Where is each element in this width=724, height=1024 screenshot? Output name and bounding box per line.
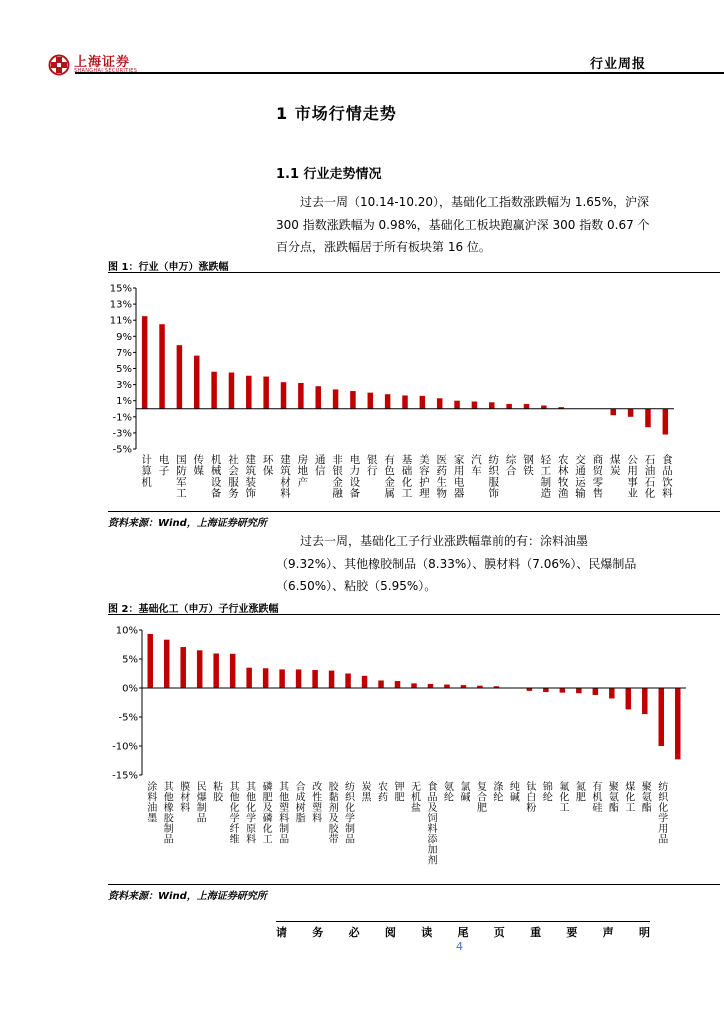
notice-char: 尾 bbox=[457, 926, 469, 939]
chart1-bar bbox=[663, 409, 669, 435]
chart2-bar bbox=[312, 670, 318, 688]
chart1-category-label: 环保 bbox=[262, 454, 274, 478]
chart2-category-label: 氯碱 bbox=[460, 782, 471, 804]
chart2-bar bbox=[362, 676, 368, 688]
chart1-bar bbox=[211, 372, 217, 409]
footer-divider bbox=[276, 921, 650, 922]
section-title: 1 市场行情走势 bbox=[276, 104, 397, 123]
chart1-bar bbox=[315, 386, 321, 409]
chart2-bar bbox=[147, 634, 153, 688]
chart1-bar bbox=[229, 373, 235, 409]
chart2-category-label: 纯碱 bbox=[509, 782, 520, 804]
chart1-category-label: 基础化工 bbox=[401, 454, 413, 500]
notice-char: 必 bbox=[348, 926, 360, 939]
chart2-bar bbox=[675, 688, 681, 759]
chart1-category-label: 交通运输 bbox=[575, 454, 586, 500]
chart1-category-label: 计算机 bbox=[141, 454, 152, 489]
chart2-bar bbox=[246, 668, 252, 688]
figure2-top-rule bbox=[108, 614, 720, 615]
chart1-category-label: 社会服务 bbox=[228, 454, 239, 500]
chart1-category-label: 汽车 bbox=[471, 454, 482, 478]
chart1-category-label: 房地产 bbox=[297, 454, 309, 489]
chart2-category-label: 涤纶 bbox=[493, 782, 504, 804]
notice-char: 页 bbox=[493, 926, 505, 939]
chart2-category-label: 其他塑料制品 bbox=[279, 782, 290, 846]
notice-char: 要 bbox=[566, 926, 578, 939]
chart1-bar bbox=[263, 377, 269, 409]
chart1-y-tick-label: 9% bbox=[116, 331, 132, 343]
chart1-category-label: 纺织服饰 bbox=[488, 454, 500, 500]
chart1-bar bbox=[402, 395, 408, 408]
chart1-bar bbox=[298, 383, 304, 409]
chart1-bar bbox=[350, 391, 356, 409]
chart1-y-tick-label: 5% bbox=[116, 364, 132, 375]
chart1-category-label: 轻工制造 bbox=[540, 454, 552, 500]
chart2-category-label: 纺织化学制品 bbox=[345, 782, 356, 846]
chart1-bar bbox=[246, 376, 252, 409]
chart1-y-tick-label: -3% bbox=[112, 428, 132, 440]
chart2-bar bbox=[444, 685, 450, 688]
chart1-y-tick-label: -1% bbox=[112, 412, 132, 424]
chart1-category-label: 建筑装饰 bbox=[245, 454, 257, 500]
chart1-bar bbox=[628, 409, 634, 417]
chart2-bar bbox=[560, 688, 566, 693]
chart1-category-label: 石油石化 bbox=[644, 454, 656, 500]
chart1-bar bbox=[454, 401, 460, 409]
chart1-bar bbox=[281, 382, 287, 409]
logo-cn-text: 上海证券 bbox=[74, 55, 131, 70]
chart2-category-label: 涂料油墨 bbox=[147, 782, 158, 825]
report-type: 行业周报 bbox=[589, 57, 646, 72]
chart2-y-tick-label: 5% bbox=[122, 654, 138, 666]
header-divider bbox=[75, 72, 724, 74]
chart2-category-label: 氮肥 bbox=[575, 782, 586, 804]
chart1-bar bbox=[506, 404, 512, 409]
chart2-category-label: 无机盐 bbox=[411, 782, 421, 814]
notice-char: 请 bbox=[276, 926, 287, 939]
chart2-bar bbox=[411, 683, 417, 688]
chart2-bar bbox=[659, 688, 665, 746]
chart1-category-label: 钢铁 bbox=[523, 454, 534, 478]
chart2-bar bbox=[609, 688, 615, 698]
chart1-bar bbox=[368, 393, 374, 409]
chart2-y-tick-label: 0% bbox=[122, 683, 138, 695]
chart1-category-label: 家用电器 bbox=[453, 454, 465, 500]
chart1-category-label: 有色金属 bbox=[384, 454, 395, 500]
chart2-bar bbox=[164, 640, 170, 688]
chart1-bar bbox=[489, 402, 495, 408]
chart2-category-label: 聚氨酯 bbox=[608, 782, 619, 814]
important-notice bbox=[276, 924, 650, 940]
chart1-y-tick-label: -5% bbox=[112, 444, 132, 456]
chart2-category-label: 炭黑 bbox=[361, 782, 372, 804]
chart2-category-label: 有机硅 bbox=[592, 782, 603, 814]
notice-char: 重 bbox=[530, 926, 542, 939]
chart1-bar bbox=[142, 316, 148, 409]
chart2-bar bbox=[593, 688, 599, 695]
chart1-category-label: 农林牧渔 bbox=[557, 454, 569, 500]
chart1-category-label: 传媒 bbox=[193, 454, 204, 478]
logo-en-text: SHANGHAI SECURITIES bbox=[74, 68, 138, 74]
chart2-bar bbox=[279, 669, 285, 688]
figure1-bottom-rule bbox=[108, 511, 720, 512]
chart1-y-tick-label: 7% bbox=[116, 347, 132, 359]
chart2-y-tick-label: -15% bbox=[112, 770, 138, 782]
chart2-category-label: 磷肥及磷化工 bbox=[262, 782, 273, 846]
figure2-caption: 图 2：基础化工（申万）子行业涨跌幅 bbox=[108, 604, 279, 615]
notice-char: 明 bbox=[638, 926, 650, 939]
chart2-y-tick-label: -5% bbox=[118, 712, 138, 724]
chart2-bar bbox=[576, 688, 582, 693]
chart2-bar bbox=[230, 654, 236, 688]
chart2-bar bbox=[428, 684, 434, 688]
chart2-bar bbox=[626, 688, 632, 709]
notice-char: 读 bbox=[421, 926, 433, 939]
chart2-category-label: 其他橡胶制品 bbox=[163, 782, 174, 846]
chart2-y-tick-label: 10% bbox=[115, 625, 138, 637]
chart2-category-label: 氨纶 bbox=[443, 782, 454, 804]
industry-returns-chart bbox=[108, 276, 720, 510]
chart2-category-label: 聚氨酯 bbox=[641, 782, 652, 814]
figure2-bottom-rule bbox=[108, 884, 720, 885]
chart2-bar bbox=[180, 647, 186, 688]
chart1-bar bbox=[159, 324, 165, 409]
chart1-y-tick-label: 11% bbox=[109, 315, 132, 327]
chart1-bar bbox=[645, 409, 651, 428]
figure1-top-rule bbox=[108, 272, 720, 273]
chart1-category-label: 电力设备 bbox=[349, 454, 361, 500]
chart2-category-label: 其他化学原料 bbox=[246, 782, 257, 846]
figure2-source: 资料来源：Wind，上海证券研究所 bbox=[108, 891, 267, 902]
chart1-category-label: 综合 bbox=[505, 454, 517, 478]
chart2-category-label: 农药 bbox=[378, 782, 389, 804]
chart2-bar bbox=[197, 650, 203, 688]
chart2-category-label: 其他化学纤维 bbox=[229, 782, 240, 846]
notice-char: 阅 bbox=[384, 926, 396, 939]
paragraph-subindustry-summary-text: 过去一周，基础化工子行业涨跌幅靠前的有：涂料油墨（9.32%）、其他橡胶制品（8.33%）、膜材料（7.06%）、民爆制品（6.50%）、粘胶（5.95%）。 bbox=[276, 534, 637, 593]
chart1-category-label: 公用事业 bbox=[627, 454, 638, 500]
chart1-bar bbox=[437, 398, 443, 408]
chart2-category-label: 食品及饲料添加剂 bbox=[427, 782, 438, 867]
figure1-source: 资料来源：Wind，上海证券研究所 bbox=[108, 518, 267, 529]
chart1-y-tick-label: 15% bbox=[109, 283, 132, 295]
chart2-category-label: 复合肥 bbox=[476, 782, 487, 814]
chart1-category-label: 医药生物 bbox=[436, 454, 447, 500]
notice-char: 务 bbox=[312, 926, 324, 939]
chemical-subindustry-returns-chart bbox=[108, 618, 720, 884]
chart2-bar bbox=[296, 669, 302, 688]
chart2-bar bbox=[329, 671, 335, 688]
shanghai-securities-logo-icon bbox=[48, 54, 70, 76]
chart1-category-label: 电子 bbox=[158, 454, 170, 478]
chart1-category-label: 商贸零售 bbox=[592, 454, 604, 500]
chart1-bar bbox=[333, 389, 339, 408]
chart2-category-label: 膜材料 bbox=[180, 782, 191, 814]
chart2-category-label: 合成树脂 bbox=[295, 782, 306, 825]
paragraph-market-summary bbox=[276, 191, 650, 259]
chart1-bar bbox=[611, 409, 617, 415]
chart2-category-label: 钾肥 bbox=[394, 782, 405, 804]
chart1-bar bbox=[420, 396, 426, 409]
chart1-category-label: 非银金融 bbox=[332, 454, 343, 500]
chart2-bar bbox=[213, 653, 219, 688]
chart2-category-label: 煤化工 bbox=[625, 782, 636, 814]
chart1-y-tick-label: 1% bbox=[116, 396, 132, 408]
chart1-y-tick-label: 13% bbox=[109, 299, 132, 311]
chart2-category-label: 氟化工 bbox=[559, 782, 570, 814]
chart2-bar bbox=[642, 688, 648, 714]
chart2-bar bbox=[378, 680, 384, 688]
chart1-category-label: 食品饮料 bbox=[662, 454, 673, 500]
chart2-bar bbox=[395, 681, 401, 688]
paragraph-subindustry-summary bbox=[276, 530, 650, 598]
chart1-category-label: 银行 bbox=[367, 454, 378, 478]
chart2-bar bbox=[543, 688, 549, 692]
subsection-title: 1.1 行业走势情况 bbox=[276, 167, 382, 182]
chart2-category-label: 钛白粉 bbox=[526, 782, 537, 814]
chart2-category-label: 改性塑料 bbox=[312, 782, 323, 825]
chart2-category-label: 粘胶 bbox=[213, 782, 224, 804]
notice-char: 声 bbox=[602, 926, 614, 939]
chart2-category-label: 胶黏剂及胶带 bbox=[328, 782, 339, 846]
figure1-caption: 图 1：行业（申万）涨跌幅 bbox=[108, 262, 229, 273]
paragraph-market-summary-text: 过去一周（10.14-10.20），基础化工指数涨跌幅为 1.65%，沪深 300 指数涨跌幅为 0.98%，基础化工板块跑赢沪深 300 指数 0.67 个百分点，涨跌幅居于所有板块第 16 位。 bbox=[276, 195, 650, 254]
chart1-category-label: 煤炭 bbox=[610, 454, 621, 478]
chart1-category-label: 机械设备 bbox=[210, 454, 222, 500]
chart1-category-label: 通信 bbox=[314, 454, 326, 478]
chart1-bar bbox=[177, 345, 183, 409]
chart1-bar bbox=[472, 402, 478, 409]
chart1-category-label: 美容护理 bbox=[419, 454, 430, 500]
chart1-bar bbox=[385, 394, 391, 408]
chart2-category-label: 锦纶 bbox=[542, 782, 553, 804]
chart1-bar bbox=[194, 356, 200, 409]
chart2-bar bbox=[263, 668, 269, 688]
chart2-bar bbox=[345, 674, 351, 689]
page-number: 4 bbox=[456, 940, 463, 953]
chart2-y-tick-label: -10% bbox=[112, 741, 138, 753]
chart1-category-label: 建筑材料 bbox=[280, 454, 291, 500]
chart1-y-tick-label: 3% bbox=[116, 380, 132, 392]
chart1-bar bbox=[524, 404, 530, 409]
chart2-category-label: 民爆制品 bbox=[196, 782, 207, 825]
chart1-category-label: 国防军工 bbox=[176, 454, 187, 500]
chart2-category-label: 纺织化学用品 bbox=[658, 782, 669, 846]
